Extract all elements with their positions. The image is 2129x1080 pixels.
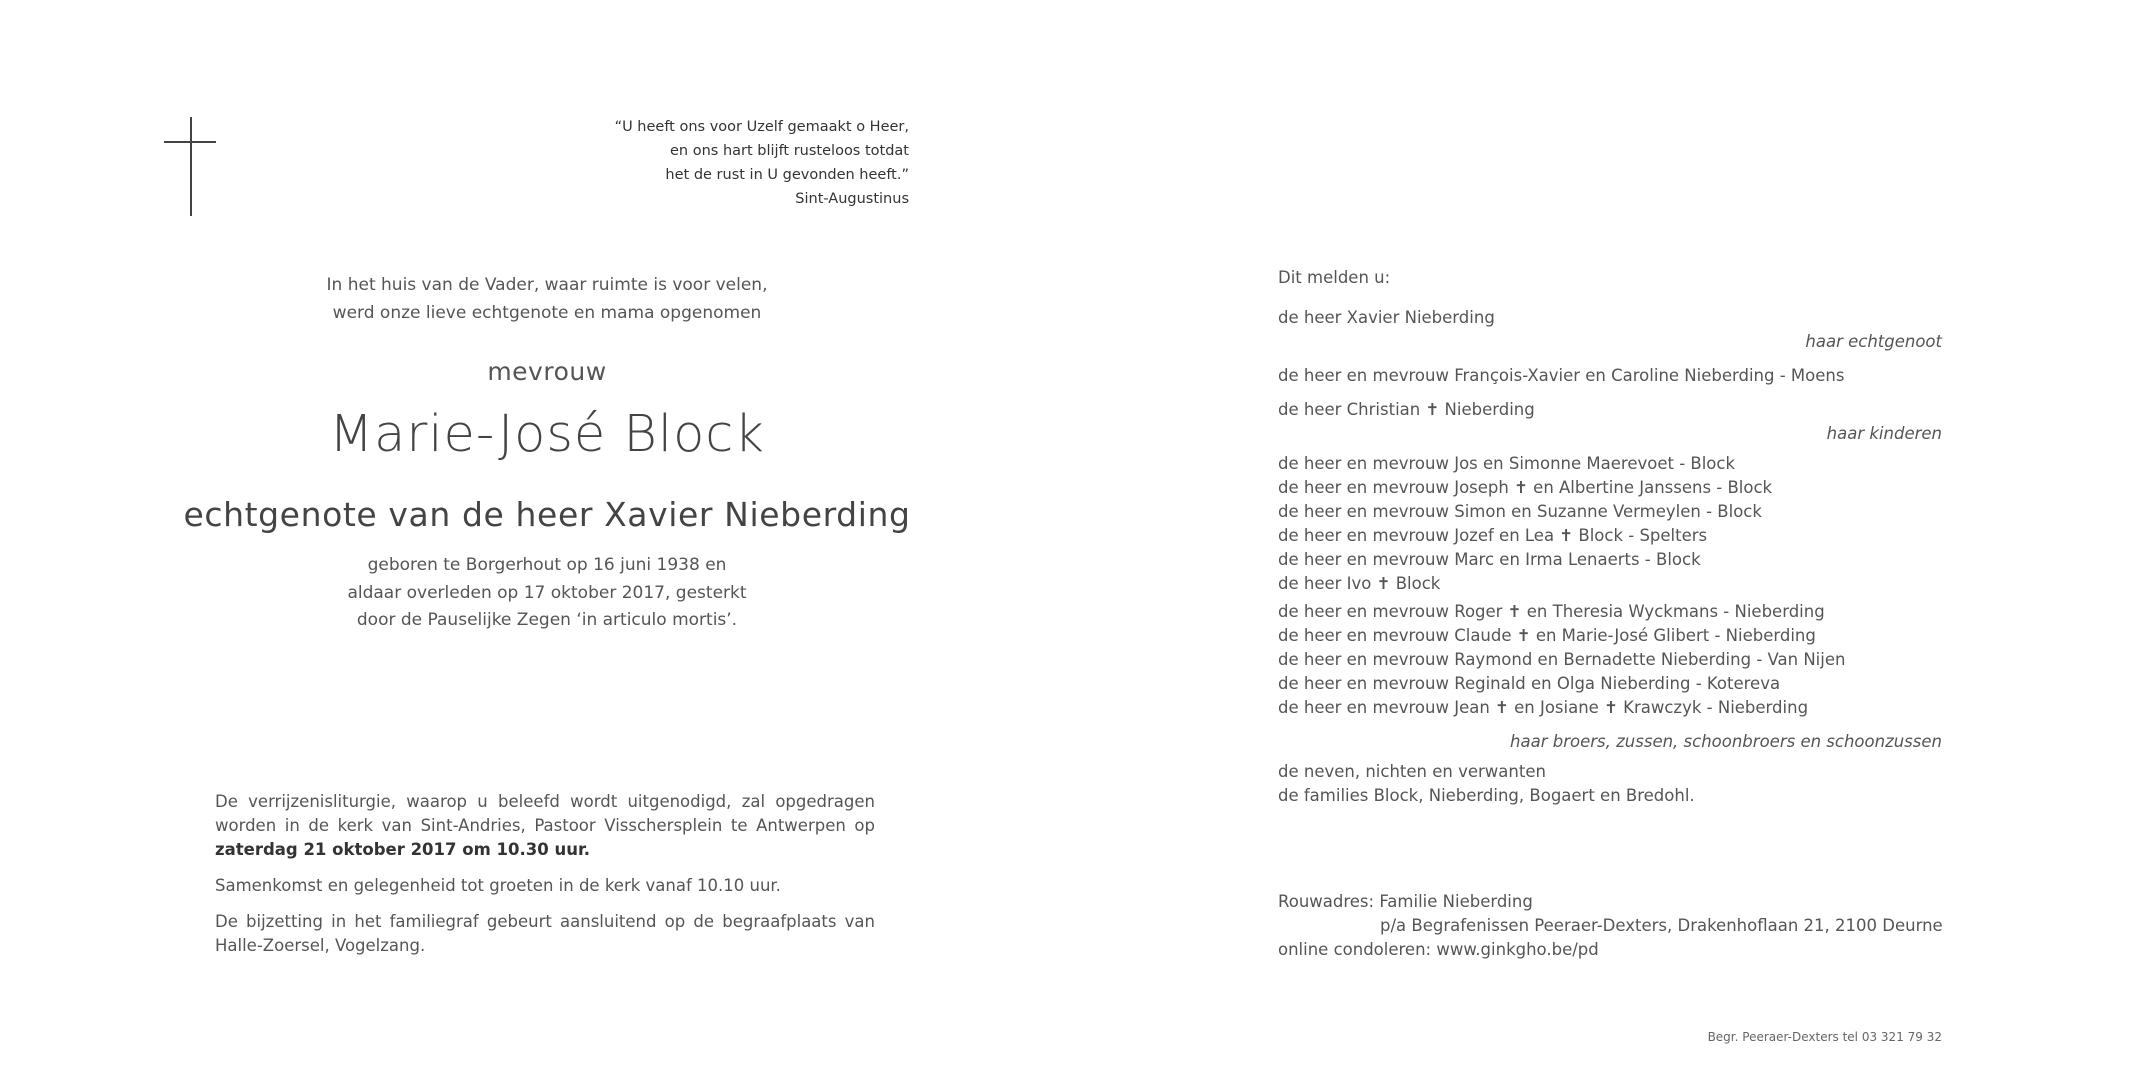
ceremony-datetime: zaterdag 21 oktober 2017 om 10.30 uur. xyxy=(215,840,590,859)
sibling-line: de heer en mevrouw Reginald en Olga Nieberding - Kotereva xyxy=(1278,674,1781,693)
child-line: de heer en mevrouw François-Xavier en Caroline Nieberding - Moens xyxy=(1278,366,1845,385)
sibling-line: de heer en mevrouw Simon en Suzanne Vermeylen - Block xyxy=(1278,502,1762,521)
gathering-paragraph: Samenkomst en gelegenheid tot groeten in de kerk vanaf 10.10 uur. xyxy=(215,876,781,895)
relatives-line: de families Block, Nieberding, Bogaert en Bredohl. xyxy=(1278,786,1695,805)
ceremony-paragraph xyxy=(215,790,875,862)
quote-author: Sint-Augustinus xyxy=(795,191,909,207)
ceremony-info xyxy=(215,790,875,970)
sibling-line: de heer en mevrouw Jozef en Lea ✝ Block - Spelters xyxy=(1278,526,1708,545)
born-line: door de Pauselijke Zegen ‘in articulo mortis’. xyxy=(356,610,738,630)
announce-header: Dit melden u: xyxy=(1278,268,1391,287)
condolence-link: online condoleren: www.ginkgho.be/pd xyxy=(1278,940,1599,959)
rouwadres-line: Rouwadres: Familie Nieberding xyxy=(1278,892,1533,911)
sibling-line: de heer en mevrouw Claude ✝ en Marie-José Glibert - Nieberding xyxy=(1278,626,1816,645)
mourning-address xyxy=(1278,890,1943,962)
sibling-line: de heer Ivo ✝ Block xyxy=(1278,574,1441,593)
intro-text xyxy=(247,272,847,327)
sibling-line: de heer en mevrouw Raymond en Bernadette Nieberding - Van Nijen xyxy=(1278,650,1846,669)
cross-icon xyxy=(190,117,192,216)
quote-line: en ons hart blijft rusteloos totdat xyxy=(670,143,909,159)
sibling-line: de heer en mevrouw Marc en Irma Lenaerts - Block xyxy=(1278,550,1701,569)
quote-line: “U heeft ons voor Uzelf gemaakt o Heer, xyxy=(614,119,909,135)
relatives-line: de neven, nichten en verwanten xyxy=(1278,762,1546,781)
announcement-column xyxy=(1278,266,1942,808)
rouwadres-address: p/a Begrafenissen Peeraer-Dexters, Drakenhoflaan 21, 2100 Deurne xyxy=(1380,916,1943,935)
cross-icon-bar xyxy=(164,141,216,143)
intro-line: In het huis van de Vader, waar ruimte is voor velen, xyxy=(326,275,768,295)
quote-line: het de rust in U gevonden heeft.” xyxy=(665,167,909,183)
quote-block xyxy=(489,115,909,211)
sibling-line: de heer en mevrouw Jos en Simonne Maerevoet - Block xyxy=(1278,454,1736,473)
footer-credit: Begr. Peeraer-Dexters tel 03 321 79 32 xyxy=(1707,1030,1942,1044)
deceased-name: Marie-José Block xyxy=(329,405,765,464)
siblings-role: haar broers, zussen, schoonbroers en schoonzussen xyxy=(1510,732,1942,751)
spouse-line: echtgenote van de heer Xavier Nieberding xyxy=(183,495,911,534)
child-line: de heer Christian ✝ Nieberding xyxy=(1278,400,1535,419)
birth-death-text xyxy=(247,552,847,635)
born-line: aldaar overleden op 17 oktober 2017, gesterkt xyxy=(347,582,747,603)
sibling-line: de heer en mevrouw Joseph ✝ en Albertine Janssens - Block xyxy=(1278,478,1773,497)
sibling-line: de heer en mevrouw Jean ✝ en Josiane ✝ Krawczyk - Nieberding xyxy=(1278,698,1809,717)
honorific: mevrouw xyxy=(487,357,607,386)
intro-line: werd onze lieve echtgenote en mama opgenomen xyxy=(332,302,762,323)
burial-paragraph: De bijzetting in het familiegraf gebeurt aansluitend op de begraafplaats van Halle-Zoersel, Vogelzang. xyxy=(215,912,875,955)
ceremony-text: De verrijzenisliturgie, waarop u beleefd wordt uitgenodigd, zal opgedragen worden in de kerk van Sint-Andries, Pastoor Visschersplein te Antwerpen op xyxy=(215,792,875,835)
sibling-line: de heer en mevrouw Roger ✝ en Theresia Wyckmans - Nieberding xyxy=(1278,602,1825,621)
children-role: haar kinderen xyxy=(1826,424,1942,443)
husband-line: de heer Xavier Nieberding xyxy=(1278,308,1495,327)
born-line: geboren te Borgerhout op 16 juni 1938 en xyxy=(367,555,727,575)
husband-role: haar echtgenoot xyxy=(1805,332,1942,351)
